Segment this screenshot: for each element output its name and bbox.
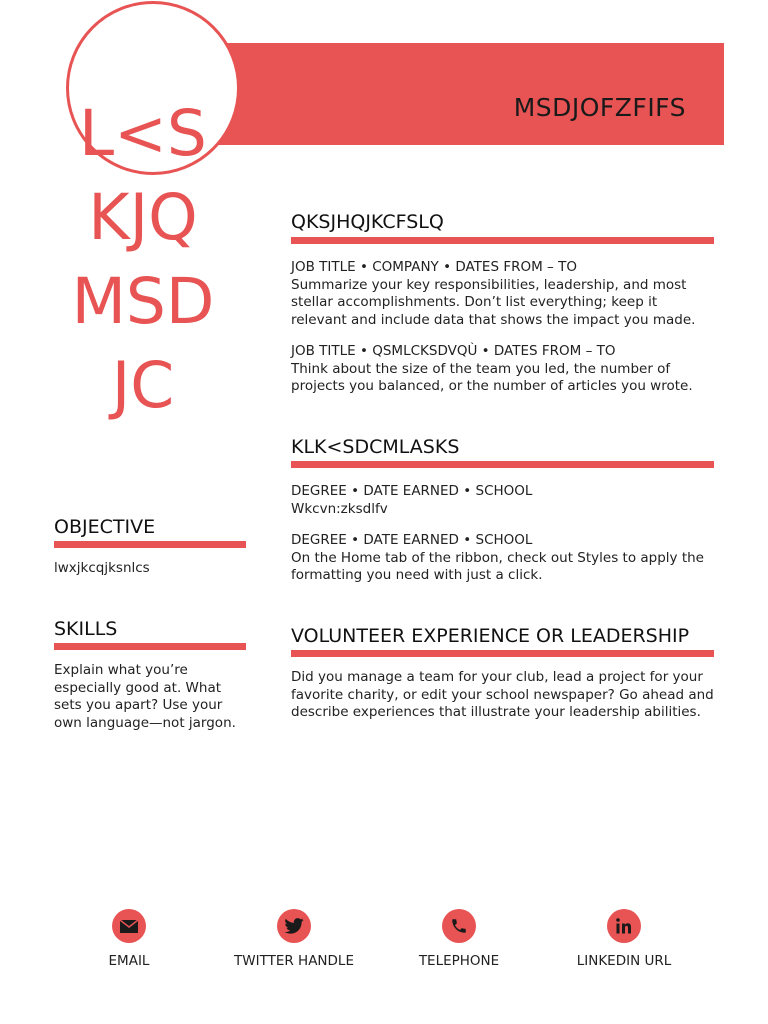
- entry-title: DEGREE • DATE EARNED • SCHOOL: [291, 532, 533, 548]
- education-entry: [291, 532, 716, 585]
- experience-entry: [291, 259, 716, 329]
- entry-body: Wkcvn:zksdlfv: [291, 500, 388, 517]
- skills-heading: SKILLS: [54, 618, 118, 640]
- experience-heading: QKSJHQJKCFSLQ: [291, 211, 444, 233]
- initials-line: KJQ: [88, 181, 198, 254]
- skills-body: Explain what you’re especially good at. What sets you apart? Use your own language—not jargon.: [54, 662, 236, 731]
- entry-title: JOB TITLE • COMPANY • DATES FROM – TO: [291, 259, 577, 275]
- entry-title: DEGREE • DATE EARNED • SCHOOL: [291, 483, 533, 499]
- objective-heading: OBJECTIVE: [54, 516, 156, 538]
- contact-linkedin: [549, 909, 699, 969]
- education-rule: [291, 461, 714, 468]
- contact-label: TWITTER HANDLE: [234, 953, 354, 969]
- volunteer-heading: VOLUNTEER EXPERIENCE OR LEADERSHIP: [291, 625, 690, 647]
- skills-rule: [54, 643, 246, 650]
- entry-body: Summarize your key responsibilities, leadership, and most stellar accomplishments. Don’t list everything; keep it relevant and include data that shows the impact you made.: [291, 276, 696, 328]
- full-name: MSDJOFZFIFS: [513, 93, 686, 122]
- contact-twitter: [219, 909, 369, 969]
- volunteer-body: Did you manage a team for your club, lead a project for your favorite charity, or edit your school newspaper? Go ahead and describe experiences that illustrate your leadership abilities.: [291, 669, 714, 720]
- contact-label: LINKEDIN URL: [576, 953, 672, 969]
- education-heading: KLK<SDCMLASKS: [291, 436, 460, 458]
- email-icon: [112, 909, 146, 943]
- experience-entry: [291, 343, 716, 396]
- education-entry: [291, 483, 716, 518]
- contact-telephone: [384, 909, 534, 969]
- entry-title: JOB TITLE • QSMLCKSDVQÙ • DATES FROM – TO: [291, 343, 616, 359]
- contact-label: EMAIL: [108, 953, 150, 969]
- objective-rule: [54, 541, 246, 548]
- linkedin-icon: [607, 909, 641, 943]
- volunteer-rule: [291, 650, 714, 657]
- entry-body: On the Home tab of the ribbon, check out Styles to apply the formatting you need with just a click.: [291, 549, 704, 583]
- initials-line: L<S: [79, 97, 207, 170]
- contact-email: [54, 909, 204, 969]
- objective-body: lwxjkcqjksnlcs: [54, 560, 150, 576]
- initials-line: JC: [111, 349, 175, 422]
- initials-block: [40, 92, 246, 428]
- entry-body: Think about the size of the team you led, the number of projects you balanced, or the number of articles you wrote.: [291, 360, 693, 394]
- contact-label: TELEPHONE: [418, 953, 500, 969]
- telephone-icon: [442, 909, 476, 943]
- twitter-icon: [277, 909, 311, 943]
- experience-rule: [291, 237, 714, 244]
- initials-line: MSD: [71, 265, 215, 338]
